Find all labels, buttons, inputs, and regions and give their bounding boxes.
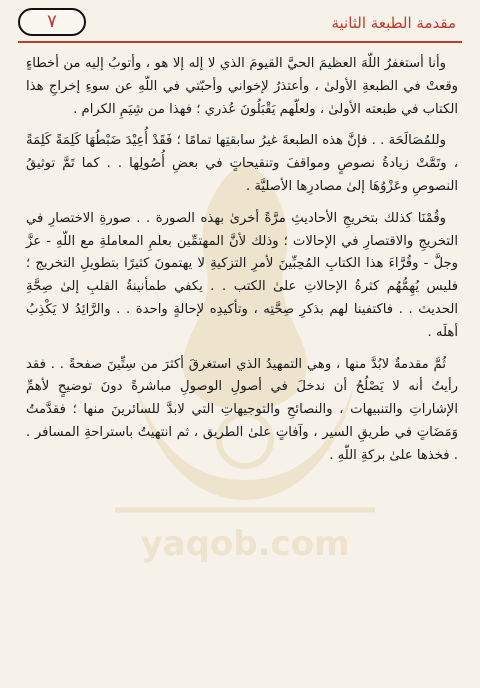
page-number-badge (18, 8, 86, 36)
chapter-title: مقدمة الطبعة الثانية (331, 14, 456, 32)
page-number: ٧ (47, 11, 57, 32)
watermark-text: yaqob.com (140, 524, 350, 564)
paragraph-4: ثُمَّ مقدمةٌ لابُدَّ منها ، وهي التمهيدُ الذي استغرقَ أكثرَ من سِتِّينَ صفحةً . . فقد رأيتُ أنه لا يَصْلُحُ أن ندخلَ في أصولِ الوصولِ مباشرةً دونَ توضيحٍ لأهمِّ الإشاراتِ والتنبيهات ، والنصائحِ والتوجيهاتِ التي لابدَّ للسائرينَ منها ؛ فقدَّمتُ وَمَضَاتٍ في طريقِ السير ، وآفاتٍ علىٰ الطريق ، ثم انتهيتُ باستراحةِ المسافر . . فخذها علىٰ بركةِ اللّهِ . (26, 356, 458, 463)
paragraph-2: وللمُصَالَحَة . . فإنَّ هذه الطبعةَ غيرُ سابقتِها تمامًا ؛ فَقَدْ أُعِيْدَ ضَبْطُهَا كَلِمَةً كَلِمَةً ، وتَمَّتْ زيادةُ نصوصٍ ومواقفَ وتنقيحاتٍ في بعضِ أُصُولِها . . كما تَمَّ توثيقُ النصوصِ وعَزْوُهَا إلىٰ مصادرِها الأصليَّة . (26, 133, 458, 194)
body-text (26, 53, 458, 477)
header-divider (18, 41, 462, 43)
paragraph-3: وقُمْنَا كذلك بتخريجِ الأحاديثِ مرَّةً أخرىٰ بهذه الصورة . . صورةِ الاختصارِ في التخريجِ والاقتصارِ في الإحالات ؛ وذلك لأنَّ المهتمِّين بعلمِ المعاملةِ مع اللّهِ - عزَّ وجلَّ - وقُرَّاءَ هذا الكتابِ المُحِبِّينَ لأمرِ التزكيةِ لا يهتمونَ كثيرًا بتطويلِ التخريج ؛ فليس يُهِمُّهُم كثرةُ الإحالاتِ علىٰ الكتب . . يكفي طمأنينةُ القلبِ إلىٰ صِحَّةِ الحديث . . فاكتفينا لهم بذكرِ صِحَّتِه ، وتأكيدِه لإحالةٍ واحدة . . والرَّائِدُ لا يَكْذِبُ أهلَه . (26, 210, 458, 340)
page-header (18, 8, 462, 42)
paragraph-1: وأنا أستغفرُ اللّهَ العظيمَ الحيَّ القيومَ الذي لا إله إلا هو ، وأتوبُ إليه من أخطاءٍ وقعتْ في الطبعةِ الأولىٰ ، وأعتذرُ لإخواني وأحبّتي في اللّهِ عن سوءِ إخراجِ هذا الكتاب في طبعته الأولىٰ ، ولعلّهم يَقْبَلُونَ عُذري ؛ فهذا من شِيَمِ الكرام . (26, 56, 458, 117)
